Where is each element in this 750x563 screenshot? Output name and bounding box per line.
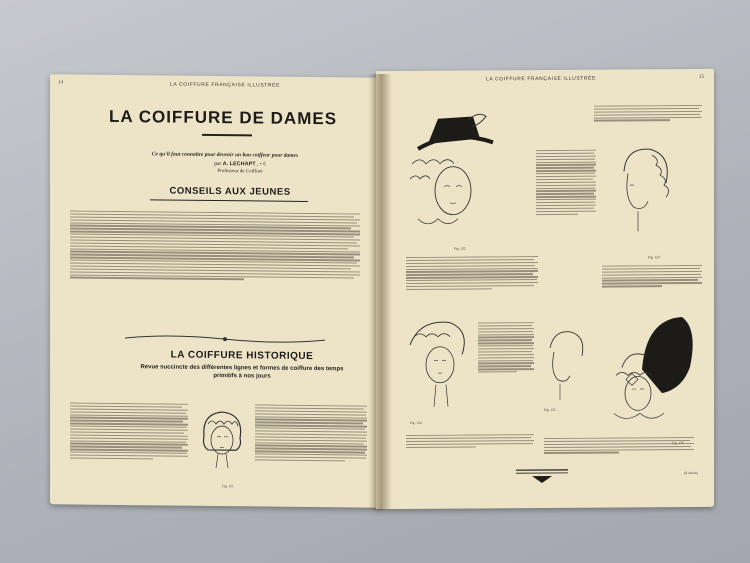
fig-124-caption: Fig. 124 — [410, 420, 422, 425]
fig-123-caption: Fig. 123 — [648, 255, 660, 260]
top-right-text — [594, 105, 702, 138]
curled-profile-illustration-icon — [604, 141, 684, 252]
author-suffix: , • ◊ — [257, 161, 266, 168]
section-heading: CONSEILS AUX JEUNES — [169, 185, 291, 198]
bottom-right-text — [544, 437, 694, 466]
byline-prefix: par — [214, 160, 222, 168]
magazine-spread — [46, 68, 718, 516]
bottom-left-text — [406, 434, 534, 459]
triangle-ornament-icon — [514, 468, 570, 484]
left-col-text-2 — [478, 322, 534, 414]
section-underline — [150, 199, 308, 202]
right-text-2 — [602, 265, 702, 304]
side-profile-sketch-icon — [536, 324, 596, 408]
page-title: LA COIFFURE DE DAMES — [108, 106, 338, 129]
mid-right-text-1 — [536, 150, 596, 260]
right-running-head: LA COIFFURE FRANÇAISE ILLUSTRÉE — [486, 75, 597, 83]
tall-bonnet-illustration-icon — [602, 309, 700, 430]
to-be-continued-note: (À suivre) — [683, 470, 698, 476]
fig-122-caption: Fig. 122 — [454, 246, 466, 251]
author-name: A. LECHAPT — [222, 161, 256, 168]
byline — [170, 161, 310, 168]
history-subheading: Revue succincte des différentes lignes et formes de coiffure des temps primitifs à nos jours — [140, 364, 344, 380]
article-subtitle: Ce qu'il faut connaître pour devenir un bon coiffeur pour dames — [151, 151, 299, 159]
left-page — [50, 74, 380, 507]
left-col-text-1 — [406, 256, 538, 317]
draped-bonnet-illustration-icon — [400, 314, 476, 419]
author-role: Professeur de Coiffure — [217, 169, 263, 175]
book-gutter — [368, 74, 392, 510]
history-heading: LA COIFFURE HISTORIQUE — [170, 349, 314, 363]
bonnet-hairstyle-illustration-icon — [398, 108, 508, 249]
fig-125-caption: Fig. 125 — [544, 407, 556, 413]
right-page-number: 15 — [699, 74, 704, 80]
woman-portrait-illustration-icon — [192, 406, 252, 487]
body-column-2 — [255, 404, 367, 501]
fig-121-caption: Fig. 121 — [222, 484, 234, 489]
intro-text-block — [70, 210, 360, 329]
left-running-head: LA COIFFURE FRANÇAISE ILLUSTRÉE — [170, 81, 281, 89]
left-page-number: 14 — [58, 80, 63, 86]
body-column-1 — [70, 402, 188, 499]
right-page — [376, 69, 714, 509]
title-underline — [202, 134, 252, 136]
scroll-divider-ornament — [120, 333, 330, 345]
